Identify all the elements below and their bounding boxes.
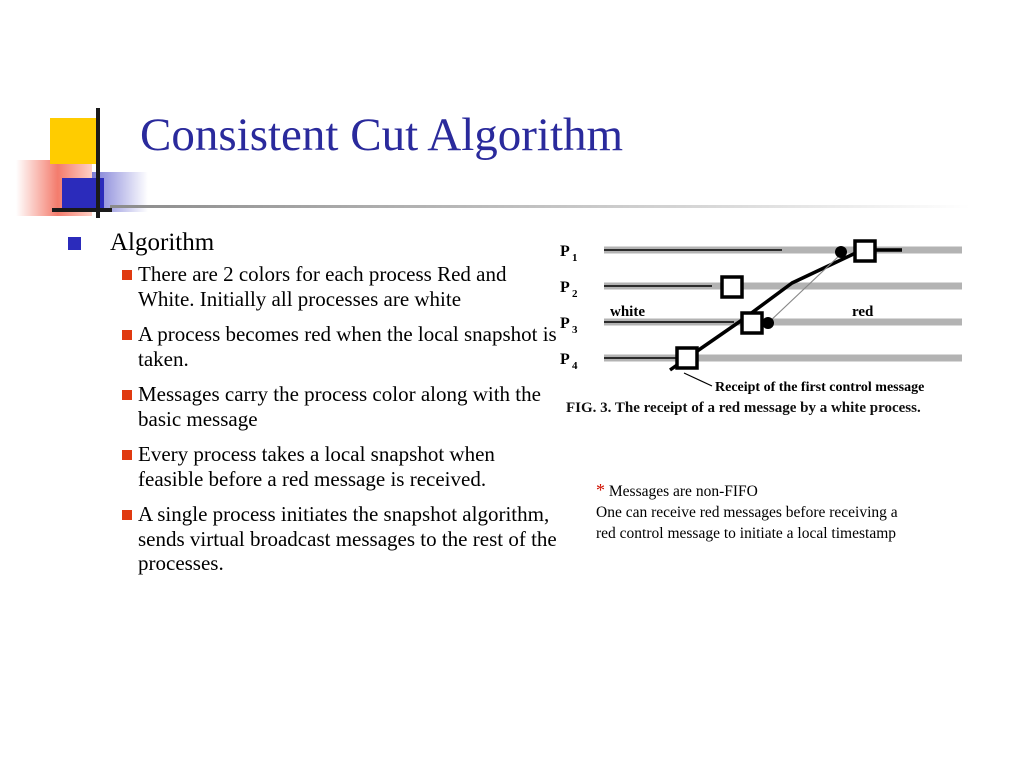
note-line-1: Messages are non-FIFO <box>608 483 758 500</box>
figure-caption: FIG. 3. The receipt of a red message by a white process. <box>566 400 921 416</box>
svg-text:P: P <box>560 351 570 368</box>
square-bullet-icon <box>122 330 132 340</box>
note-line-2: One can receive red messages before receiving a <box>596 504 898 521</box>
list-item <box>60 442 560 491</box>
list-item <box>60 382 560 431</box>
note-block <box>596 480 976 544</box>
list-item <box>60 262 560 311</box>
list-item-label: Messages carry the process color along with the basic message <box>138 382 541 431</box>
title-underline <box>110 205 970 208</box>
asterisk-icon: * <box>596 480 605 500</box>
list-item-heading <box>60 228 560 258</box>
svg-text:1: 1 <box>572 252 578 264</box>
square-bullet-icon <box>122 510 132 520</box>
page-title: Consistent Cut Algorithm <box>140 109 624 161</box>
bullet-list <box>60 228 560 587</box>
decoration-vertical-line <box>96 108 100 218</box>
list-item-label: A single process initiates the snapshot algorithm, sends virtual broadcast messages to the rest of the processes. <box>138 502 557 575</box>
svg-text:3: 3 <box>572 324 578 336</box>
svg-text:P: P <box>560 315 570 332</box>
decoration-yellow-square <box>50 118 96 164</box>
svg-text:2: 2 <box>572 288 578 300</box>
svg-text:white: white <box>610 304 645 320</box>
svg-text:P: P <box>560 279 570 296</box>
square-bullet-icon <box>122 450 132 460</box>
note-line-3: red control message to initiate a local timestamp <box>596 525 897 542</box>
list-item-label: A process becomes red when the local snapshot is taken. <box>138 322 557 371</box>
square-bullet-icon <box>122 270 132 280</box>
list-item <box>60 502 560 576</box>
square-bullet-icon <box>122 390 132 400</box>
list-item-label: Every process takes a local snapshot when feasible before a red message is received. <box>138 442 495 491</box>
svg-text:red: red <box>852 304 874 320</box>
svg-text:P: P <box>560 243 570 260</box>
figure-diagram <box>552 228 972 428</box>
svg-text:4: 4 <box>572 360 578 372</box>
decoration-horizontal-line <box>52 208 112 212</box>
list-item-label: Algorithm <box>110 229 215 256</box>
list-item <box>60 322 560 371</box>
list-item-label: There are 2 colors for each process Red and White. Initially all processes are white <box>138 262 507 311</box>
square-bullet-icon <box>68 237 81 250</box>
svg-text:Receipt of the first control m: Receipt of the first control message <box>715 380 925 395</box>
